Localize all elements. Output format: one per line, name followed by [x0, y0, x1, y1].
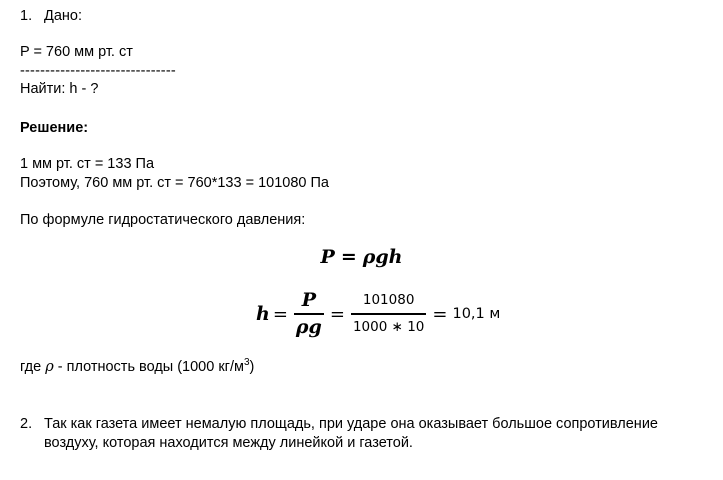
fraction-numeric	[351, 290, 426, 337]
equals-3: =	[432, 303, 448, 325]
density-text: - плотность воды (1000 кг/м	[53, 359, 244, 375]
fraction-symbolic-numerator: P	[301, 289, 317, 312]
formula-rhs: ρgh	[362, 246, 403, 268]
fraction-symbolic-denominator: ρg	[295, 315, 322, 338]
density-note	[20, 358, 254, 376]
item-number-2: 2.	[20, 416, 33, 432]
separator: -------------------------------	[20, 63, 176, 79]
height-symbol: h	[256, 303, 270, 325]
fraction-numeric-numerator: 101080	[362, 292, 415, 309]
density-exponent: 3	[243, 357, 250, 369]
given-value: P = 760 мм рт. ст	[20, 44, 133, 60]
given-label: Дано:	[44, 8, 82, 24]
density-suffix: )	[249, 359, 255, 375]
fraction-symbolic	[294, 290, 324, 337]
calculation-line: Поэтому, 760 мм рт. ст = 760*133 = 101080 Па	[20, 175, 329, 191]
conversion-line: 1 мм рт. ст = 133 Па	[20, 156, 155, 172]
height-result: 10,1 м	[452, 306, 501, 322]
find-line: Найти: h - ?	[20, 81, 99, 97]
formula-intro: По формуле гидростатического давления:	[20, 212, 306, 228]
hydrostatic-formula	[0, 246, 723, 268]
density-prefix: где	[20, 359, 46, 375]
fraction-bar	[294, 313, 324, 314]
equals-2: =	[329, 303, 345, 325]
formula-lhs: P	[320, 246, 335, 268]
equals-1: =	[272, 303, 288, 325]
height-formula	[256, 288, 500, 340]
rho-symbol: ρ	[45, 359, 54, 375]
item-number-1: 1.	[20, 8, 33, 24]
section2-line-1: Так как газета имеет немалую площадь, при ударе она оказывает большое сопротивление	[44, 416, 658, 432]
fraction-numeric-denominator: 1000 ∗ 10	[352, 318, 425, 335]
formula-equals: =	[340, 246, 357, 268]
solution-label: Решение:	[20, 120, 89, 136]
fraction-bar	[351, 313, 426, 314]
section2-line-2: воздуху, которая находится между линейкой и газетой.	[44, 435, 413, 451]
